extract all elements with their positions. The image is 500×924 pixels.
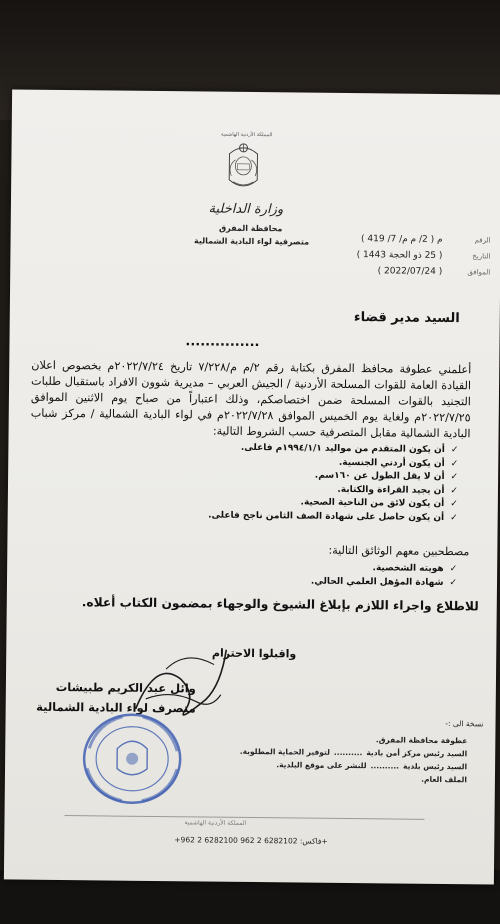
documents-list — [257, 560, 457, 590]
footer-address: المملكة الأردنية الهاشمية — [184, 819, 247, 827]
checkmark-icon: ✓ — [450, 499, 458, 510]
letter-body: أعلمني عطوفة محافظ المفرق بكتابة رقم ٢/م م/٧/٢٢٨ تاريخ ٢٠٢٢/٧/٢٤م بخصوص اعلان القيادة العامة للقوات المسلحة الأردنية / الجيش العربي – مديرية شوون الافراد باستقبال طلبات التجنيد بالقوات المسلحة ضمن اختصاصكم، وذلك اعتباراً من صباح يوم الاثنين الموافق ٢٠٢٢/٧/٢٥م ولغاية يوم الخميس الموافق ٢٠٢٢/٧/٢٨م في لواء البادية الشمالية / مركز شباب البادية الشمالية مقابل المتصرفية حسب الشروط التالية: — [30, 358, 472, 441]
jordan-emblem-icon — [221, 140, 266, 194]
ref-equiv-value: ( 2022/07/24 ) — [377, 266, 443, 277]
condition-item: ✓ أن يكون لائق من الناحية الصحية. — [158, 495, 458, 512]
closing-regards: واقبلوا الاحترام — [211, 646, 297, 661]
official-stamp — [77, 708, 188, 809]
checkmark-icon: ✓ — [450, 458, 459, 469]
signer-name: وائل عبد الكريم طبيشات — [55, 679, 196, 696]
ref-date-label: التاريخ — [472, 252, 491, 261]
checkmark-icon: ✓ — [450, 512, 458, 523]
salutation: السيد مدير قضاء — [353, 310, 460, 327]
condition-item: ✓ أن لا يقل الطول عن ١٦٠سم. — [158, 468, 458, 485]
condition-item: ✓ أن يكون المتقدم من مواليد ١٩٩٤/١/١م فاعلى. — [158, 441, 458, 458]
ref-number-value: م ( 2/ م م/ 7/ 419 ) — [361, 234, 443, 245]
ref-number-label: الرقم — [474, 236, 491, 245]
ref-date-value: ( 25 ذو الحجة 1443 ) — [356, 250, 443, 261]
emblem-caption: المملكة الأردنية الهاشمية — [220, 131, 273, 139]
ref-number-row — [321, 231, 491, 249]
ministry-name: وزارة الداخلية — [208, 201, 284, 218]
checkmark-icon: ✓ — [449, 578, 458, 589]
conditions-list — [158, 441, 459, 525]
documents-title: مصطحبين معهم الوثائق التالية: — [328, 543, 470, 559]
copy-item: السيد رئيس مركز أمن بادية .......... لتوفير الحماية المطلوبة. — [239, 746, 468, 759]
checkmark-icon: ✓ — [450, 445, 459, 456]
checkmark-icon: ✓ — [449, 564, 458, 575]
governorate-name: محافظة المفرق — [218, 223, 283, 234]
document-item: ✓ شهادة المؤهل العلمي الحالي. — [310, 576, 458, 589]
ref-equiv-row — [320, 263, 490, 281]
ref-equiv-label: الموافق — [467, 268, 491, 277]
ref-date-row — [320, 247, 490, 265]
copy-item: السيد رئيس بلدية .......... للنشر على موقع البلدية. — [276, 760, 468, 772]
letter-paper — [4, 89, 500, 884]
condition-item: ✓ أن يجيد القراءة والكتابة. — [158, 482, 458, 499]
copy-item: الملف العام. — [421, 774, 467, 785]
salutation-dots: ............... — [185, 334, 260, 351]
checkmark-icon: ✓ — [450, 485, 459, 496]
action-request: للاطلاع واجراء اللازم بإبلاغ الشيوخ والوجهاء بمضمون الكتاب أعلاه. — [81, 595, 479, 614]
footer-phones: +962 2 6282100 فاكس: 6282102 2 962+ — [174, 835, 328, 846]
condition-item: ✓ أن يكون حاصل على شهادة الصف الثامن ناجح فاعلى. — [158, 509, 458, 526]
district-name: متصرفية لواء البادية الشمالية — [194, 236, 310, 247]
checkmark-icon: ✓ — [450, 472, 459, 483]
reference-block — [320, 231, 490, 281]
document-item: ✓ هويته الشخصية. — [372, 563, 458, 575]
copies-list — [217, 732, 468, 787]
copy-item: عطوفة محافظة المفرق. — [375, 735, 468, 746]
condition-item: ✓ أن يكون أردني الجنسية. — [158, 455, 458, 472]
signer-title: متصرف لواء البادية الشمالية — [36, 699, 196, 716]
copies-label: نسخة الى :- — [445, 719, 484, 729]
